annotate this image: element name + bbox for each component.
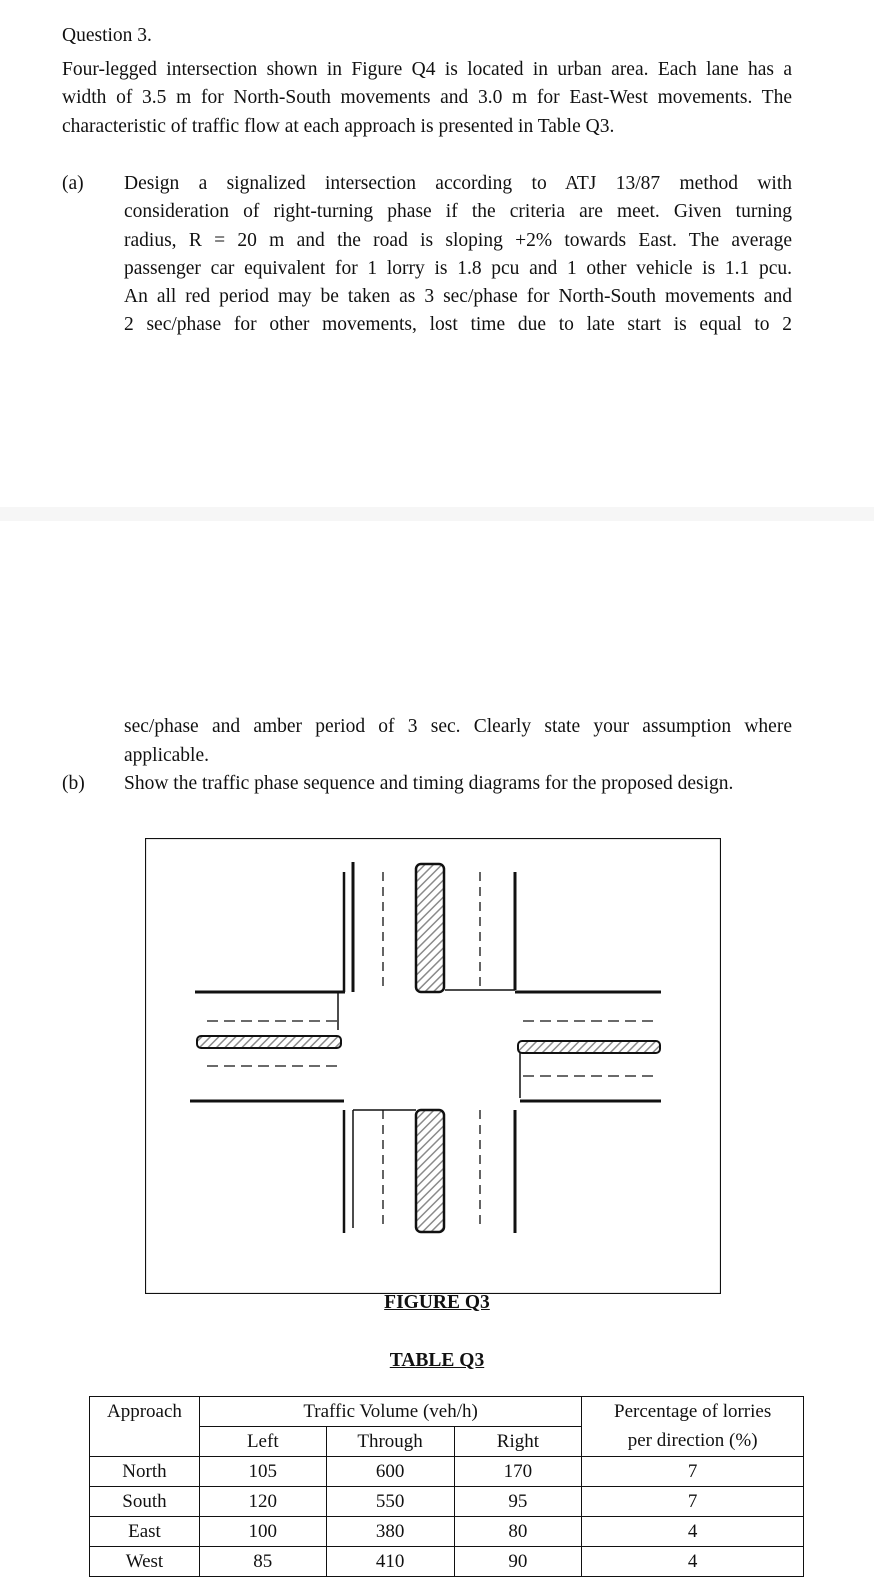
cell-through: 550	[326, 1487, 454, 1517]
cell-left: 120	[199, 1487, 326, 1517]
cell-left: 105	[199, 1457, 326, 1487]
intro-line-1: Four-legged intersection shown in Figure Q4 is located in urban area. Each lane has a	[62, 59, 792, 80]
cell-left: 100	[199, 1517, 326, 1547]
cell-approach: East	[90, 1517, 200, 1547]
intro-line-2: width of 3.5 m for North-South movements and 3.0 m for East-West movements. The	[62, 87, 792, 108]
part-a-continued-2: applicable.	[124, 745, 209, 766]
header-traffic-volume: Traffic Volume (veh/h)	[199, 1397, 581, 1427]
subheader-through: Through	[326, 1427, 454, 1457]
table-row	[90, 1547, 804, 1577]
page-break-band	[0, 507, 874, 521]
part-a-line-1: Design a signalized intersection according to ATJ 13/87 method with	[124, 173, 792, 194]
subheader-right: Right	[454, 1427, 582, 1457]
part-a-line-3: radius, R = 20 m and the road is sloping +2% towards East. The average	[124, 230, 792, 251]
traffic-volume-table	[89, 1396, 804, 1577]
cell-approach: South	[90, 1487, 200, 1517]
table-row	[90, 1487, 804, 1517]
south-median	[416, 1110, 444, 1232]
cell-right: 80	[454, 1517, 582, 1547]
cell-right: 170	[454, 1457, 582, 1487]
cell-right: 90	[454, 1547, 582, 1577]
part-a-continued-1: sec/phase and amber period of 3 sec. Clearly state your assumption where	[124, 716, 792, 737]
cell-lorries: 7	[582, 1457, 804, 1487]
north-median	[416, 864, 444, 992]
table-subheader-row	[90, 1427, 804, 1457]
figure-caption: FIGURE Q3	[384, 1292, 490, 1313]
header-approach: Approach	[90, 1397, 200, 1427]
cell-through: 600	[326, 1457, 454, 1487]
header-lorries-1: Percentage of lorries	[582, 1397, 804, 1427]
table-row	[90, 1517, 804, 1547]
table-row	[90, 1457, 804, 1487]
cell-lorries: 7	[582, 1487, 804, 1517]
cell-lorries: 4	[582, 1547, 804, 1577]
part-a-line-6: 2 sec/phase for other movements, lost time due to late start is equal to 2	[124, 314, 792, 335]
cell-approach: West	[90, 1547, 200, 1577]
header-approach-blank	[90, 1427, 200, 1457]
part-a-line-5: An all red period may be taken as 3 sec/phase for North-South movements and	[124, 286, 792, 307]
question-heading: Question 3.	[62, 25, 152, 46]
cell-left: 85	[199, 1547, 326, 1577]
intersection-figure	[145, 838, 721, 1294]
part-a-line-4: passenger car equivalent for 1 lorry is 1.8 pcu and 1 other vehicle is 1.1 pcu.	[124, 258, 792, 279]
intro-line-3: characteristic of traffic flow at each approach is presented in Table Q3.	[62, 116, 615, 137]
header-lorries-2: per direction (%)	[582, 1427, 804, 1457]
cell-approach: North	[90, 1457, 200, 1487]
table-header-row	[90, 1397, 804, 1427]
part-b-label: (b)	[62, 773, 85, 794]
west-median	[197, 1036, 341, 1048]
table-caption: TABLE Q3	[389, 1350, 485, 1371]
cell-right: 95	[454, 1487, 582, 1517]
part-b-text: Show the traffic phase sequence and timing diagrams for the proposed design.	[124, 773, 734, 794]
cell-through: 380	[326, 1517, 454, 1547]
part-a-label: (a)	[62, 173, 84, 194]
east-median	[518, 1041, 660, 1053]
part-a-line-2: consideration of right-turning phase if the criteria are meet. Given turning	[124, 201, 792, 222]
subheader-left: Left	[199, 1427, 326, 1457]
cell-through: 410	[326, 1547, 454, 1577]
cell-lorries: 4	[582, 1517, 804, 1547]
